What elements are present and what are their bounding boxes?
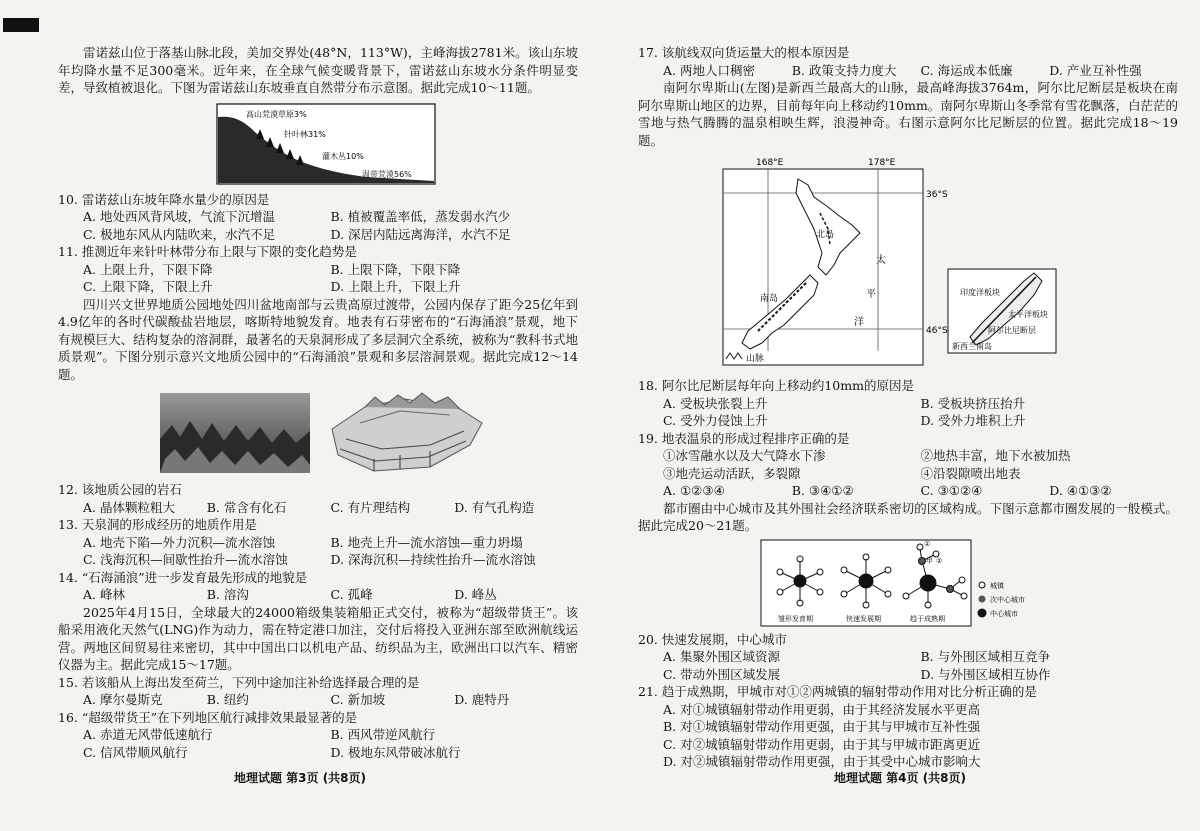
- q19-stem: 19. 地表温泉的形成过程排序正确的是: [638, 430, 850, 446]
- pacific-label-2: 平: [866, 289, 876, 300]
- q20-c: C. 带动外围区域发展: [663, 666, 781, 682]
- q21-b: B. 对①城镇辐射带动作用更强，由于其与甲城市互补性强: [663, 719, 981, 734]
- q17-options: [638, 62, 1178, 80]
- q16-b: B. 西风带逆风航行: [330, 727, 436, 742]
- lon-label-178: 178°E: [868, 158, 896, 168]
- inset-pacific-plate: 太平洋板块: [1008, 310, 1048, 319]
- legend-town-icon: [979, 582, 985, 588]
- q20-d: D. 与外围区域相互协作: [920, 666, 1051, 682]
- q10-c: C. 极地东风从内陆吹来，水汽不足: [83, 226, 276, 242]
- q19-step2: ②地热丰富，地下水被加热: [920, 448, 1071, 463]
- q18-b: B. 受板块挤压抬升: [920, 395, 1026, 411]
- q19-d: D. ④①③②: [1049, 483, 1112, 498]
- q19-steps: [638, 447, 1178, 482]
- south-island-label: 南岛: [760, 294, 779, 304]
- q19-step1: ①冰雪融水以及大气降水下渗: [663, 448, 826, 463]
- lat-label-36: 36°S: [926, 190, 948, 200]
- q18-options: [638, 395, 1178, 430]
- q18-a: A. 受板块张裂上升: [663, 395, 768, 411]
- q11-options: [58, 261, 578, 296]
- metro-label-jia: 甲: [926, 556, 933, 565]
- q21-c: C. 对②城镇辐射带动作用更弱，由于其与甲城市距离更近: [663, 736, 981, 752]
- lon-label-168: 168°E: [756, 158, 784, 168]
- q19-b: B. ③④①②: [791, 483, 854, 498]
- q18-stem: 18. 阿尔比尼断层每年向上移动约10mm的原因是: [638, 378, 914, 393]
- q21-d: D. 对②城镇辐射带动作用更强，由于其受中心城市影响大: [663, 754, 981, 769]
- q15-b: B. 纽约: [206, 692, 249, 707]
- q19-c: C. ③①②④: [920, 483, 983, 498]
- metro-label-1: ①: [924, 539, 931, 548]
- q10-d: D. 深居内陆远离海洋，水汽不足: [330, 226, 511, 242]
- pacific-label-3: 洋: [854, 317, 864, 328]
- q19-a: A. ①②③④: [663, 483, 725, 498]
- q15-a: A. 摩尔曼斯克: [83, 692, 163, 707]
- vertical-zone-figure: [216, 103, 436, 185]
- q15-stem: 15. 若该船从上海出发至荷兰，下列中途加注补给选择最合理的是: [58, 674, 420, 690]
- q19-step3: ③地壳运动活跃，多裂隙: [663, 465, 801, 481]
- q17-b: B. 政策支持力度大: [791, 62, 897, 78]
- q19-options: [638, 482, 1178, 500]
- q11-b: B. 上限下降，下限下降: [330, 261, 461, 277]
- q19-step4: ④沿裂隙喷出地表: [920, 465, 1021, 481]
- q10-stem: 10. 雷诺兹山东坡年降水量少的原因是: [58, 191, 270, 207]
- q11-a: A. 上限上升，下限下降: [83, 261, 213, 277]
- passage-southern-alps: 南阿尔卑斯山(左图)是新西兰最高大的山脉，最高峰海拔3764m，阿尔比尼断层是板块在南阿尔卑斯山地区的边界，目前每年向上移动约10mm。南阿尔卑斯山冬季常有雪花飘落，白茫茫的雪地与热气腾腾的温泉相映生辉，浪漫神奇。右图示意阿尔比尼断层的位置。据此完成18～19题。: [638, 80, 1178, 148]
- metro-stages-diagram: [760, 539, 1060, 627]
- lat-label-46: 46°S: [926, 326, 948, 336]
- q13-options: [58, 534, 578, 569]
- q17-a: A. 两地人口稠密: [663, 62, 755, 78]
- q13-stem: 13. 天泉洞的形成经历的地质作用是: [58, 517, 257, 532]
- left-column: [58, 44, 578, 761]
- q12-c: C. 有片理结构: [330, 499, 411, 515]
- q12-options: [58, 499, 578, 517]
- q16-a: A. 赤道无风带低速航行: [83, 727, 213, 742]
- stone-sea-photo: [160, 389, 490, 475]
- q16-options: [58, 726, 578, 761]
- q20-options: [638, 648, 1178, 683]
- q12-stem: 12. 该地质公园的岩石: [58, 482, 182, 497]
- q10-a: A. 地处西风背风坡，气流下沉增温: [83, 209, 275, 224]
- q15-d: D. 鹿特丹: [454, 692, 510, 707]
- q20-a: A. 集聚外围区域资源: [663, 649, 780, 664]
- passage-reynolds: 雷诺兹山位于落基山脉北段，美加交界处(48°N，113°W)，主峰海拔2781米。该山东坡年均降水量不足300毫米。近年来，在全球气候变暖背景下，雷诺兹山东坡水分条件明显变差，导致植被退化。下图为雷诺兹山东坡垂直自然带分布示意图。据此完成10～11题。: [58, 45, 578, 95]
- q15-c: C. 新加坡: [330, 692, 386, 707]
- zone-label-temperate-desert: 温带荒漠56%: [362, 169, 412, 179]
- q11-d: D. 上限上升，下限上升: [330, 279, 461, 294]
- q16-stem: 16. “超级带货王”在下列地区航行减排效果最显著的是: [58, 709, 358, 725]
- stage3-label: 趋于成熟期: [910, 614, 945, 623]
- legend-town: 城镇: [990, 581, 1004, 590]
- metro-model-figure: [760, 539, 1060, 627]
- q21-stem: 21. 趋于成熟期，甲城市对①②两城镇的辐射带动作用对比分析正确的是: [638, 684, 1037, 699]
- q11-stem: 11. 推测近年来针叶林带分布上限与下限的变化趋势是: [58, 244, 357, 259]
- zone-label-shrub: 灌木丛10%: [322, 151, 364, 161]
- new-zealand-map: [638, 153, 1178, 371]
- q16-d: D. 极地东风带破冰航行: [330, 744, 461, 760]
- legend-center-icon: [978, 608, 987, 617]
- q14-a: A. 峰林: [83, 587, 125, 602]
- passage-xingwen: 四川兴文世界地质公园地处四川盆地南部与云贵高原过渡带，公园内保存了距今25亿年到4.9亿年的各时代碳酸盐岩地层，喀斯特地貌发育。地表有石芽密布的“石海涌浪”景观，地下有规模巨大、结构复杂的溶洞群，最著名的天泉洞形成了多层洞穴全系统，被称为“教科书式地质景观”。下图分别示意兴文地质公园中的“石海涌浪”景观和多层溶洞景观。据此完成12～14题。: [58, 296, 578, 382]
- legend-center: 中心城市: [990, 609, 1018, 618]
- q13-c: C. 浅海沉积—间歇性抬升—流水溶蚀: [83, 552, 288, 567]
- q13-d: D. 深海沉积—持续性抬升—流水溶蚀: [330, 552, 536, 567]
- q10-options: [58, 208, 578, 243]
- vertical-zone-diagram: [216, 103, 436, 185]
- q20-stem: 20. 快速发展期，中心城市: [638, 631, 787, 647]
- passage-container-ship: 2025年4月15日，全球最大的24000箱级集装箱船正式交付，被称为“超级带货王”。该船采用液化天然气(LNG)作为动力，需在特定港口加注，交付后将投入亚洲东部至欧洲航线运营。两地区间贸易往来密切，其中中国出口以机电产品、纺织品为主，欧洲出口以汽车、精密仪器为主。据此完成15～17题。: [58, 604, 578, 672]
- zone-label-coniferous: 针叶林31%: [284, 129, 326, 139]
- page-footer-4: 地理试题 第4页 (共8页): [833, 771, 967, 785]
- inset-island-label: 新西兰南岛: [952, 342, 992, 351]
- q14-c: C. 孤峰: [330, 587, 373, 602]
- cave-layers-photo: [332, 393, 482, 471]
- inset-fault-label: 阿尔比尼断层: [988, 326, 1036, 335]
- passage-metropolitan: 都市圈由中心城市及其外围社会经济联系密切的区域构成。下图示意都市圈发展的一般模式。据此完成20～21题。: [638, 500, 1178, 533]
- legend-subcenter-icon: [979, 595, 986, 602]
- q11-c: C. 上限下降，下限上升: [83, 279, 213, 294]
- q12-b: B. 常含有化石: [206, 499, 287, 515]
- q14-b: B. 溶沟: [206, 587, 249, 602]
- q12-a: A. 晶体颗粒粗大: [83, 499, 175, 515]
- q13-b: B. 地壳上升—流水溶蚀—重力坍塌: [330, 534, 523, 550]
- q17-c: C. 海运成本低廉: [920, 62, 1013, 78]
- stage2-label: 快速发展期: [846, 614, 881, 623]
- zone-label-desert-steppe: 高山荒漠草原3%: [246, 109, 307, 119]
- q14-options: [58, 586, 578, 604]
- q15-options: [58, 691, 578, 709]
- q18-c: C. 受外力侵蚀上升: [663, 413, 768, 428]
- q14-d: D. 峰丛: [454, 587, 497, 602]
- legend-subcenter: 次中心城市: [990, 595, 1025, 604]
- mountain-legend-label: 山脉: [746, 354, 765, 364]
- q21-options: [638, 701, 1178, 771]
- pacific-label-1: 太: [876, 255, 886, 266]
- new-zealand-figures: [638, 153, 1178, 371]
- q10-b: B. 植被覆盖率低，蒸发弱水汽少: [330, 209, 511, 224]
- metro-label-2: ②: [936, 556, 943, 565]
- q21-a: A. 对①城镇辐射带动作用更弱，由于其经济发展水平更高: [663, 701, 980, 717]
- inset-indian-plate: 印度洋板块: [960, 288, 1000, 297]
- q17-d: D. 产业互补性强: [1049, 62, 1142, 78]
- corner-mark: [3, 18, 39, 32]
- north-island-label: 北岛: [816, 230, 835, 240]
- right-column: [638, 44, 1178, 771]
- page-4: [600, 0, 1200, 831]
- q12-d: D. 有气孔构造: [454, 499, 535, 515]
- q16-c: C. 信风带顺风航行: [83, 744, 188, 760]
- q13-a: A. 地壳下陷—外力沉积—流水溶蚀: [83, 534, 275, 550]
- q17-stem: 17. 该航线双向货运量大的根本原因是: [638, 45, 850, 60]
- page-footer-3: 地理试题 第3页 (共8页): [233, 771, 367, 785]
- q14-stem: 14. “石海涌浪”进一步发育最先形成的地貌是: [58, 569, 308, 585]
- q20-b: B. 与外围区域相互竞争: [920, 649, 1051, 664]
- stage1-label: 雏形发育期: [778, 614, 813, 623]
- karst-photos: [160, 389, 490, 475]
- q18-d: D. 受外力堆积上升: [920, 413, 1026, 428]
